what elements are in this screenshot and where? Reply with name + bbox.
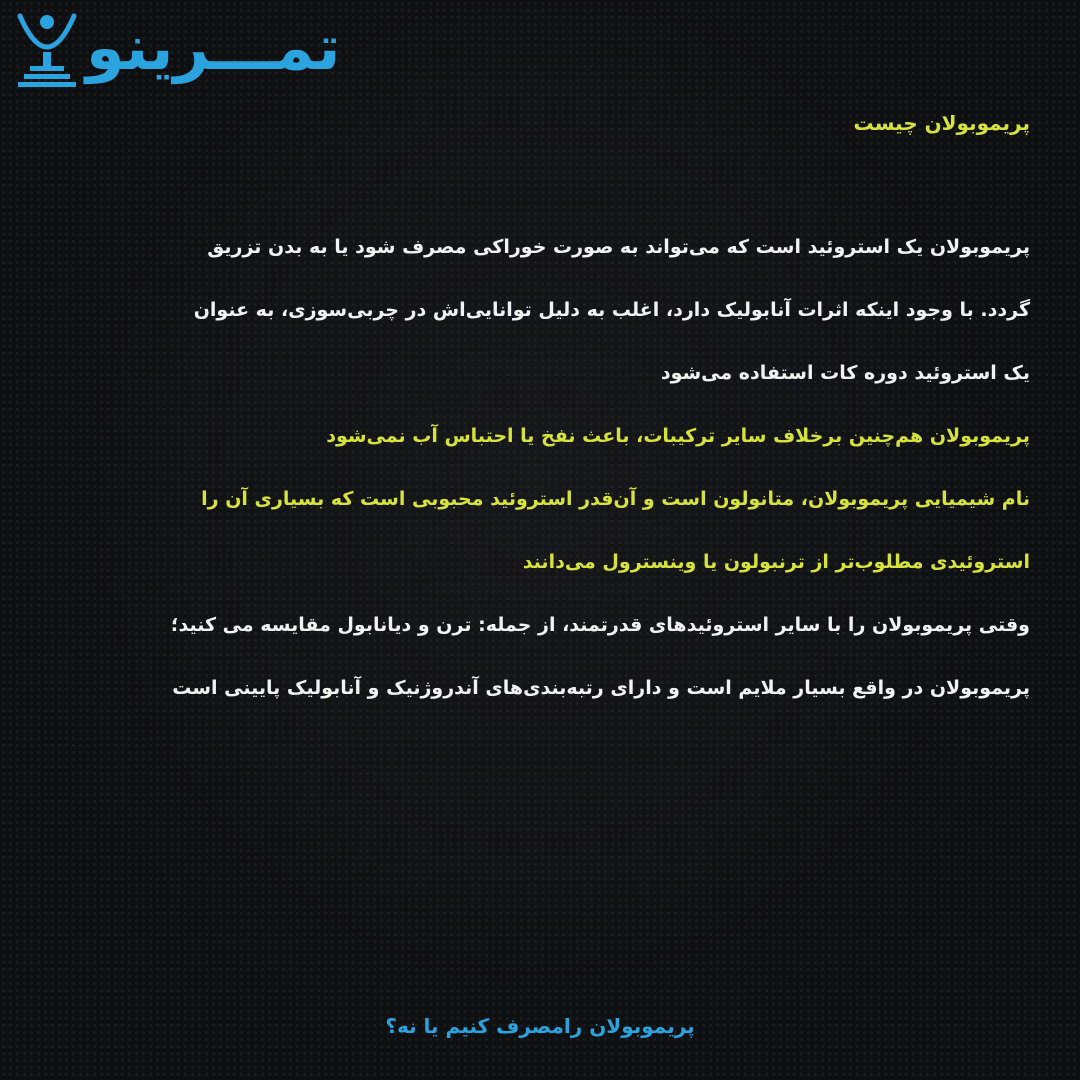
paragraph-line: گردد. با وجود اینکه اثرات آنابولیک دارد، اغلب به دلیل توانایی‌اش در چربی‌سوزی، به عنوان — [193, 299, 1030, 321]
paragraph-line: یک استروئید دوره کات استفاده می‌شود — [660, 362, 1030, 384]
paragraph-line: وقتی پریموبولان را با سایر استروئیدهای قدرتمند، از جمله: ترن و دیانابول مقایسه می کنید؛ — [170, 614, 1030, 636]
highlight-line: استروئیدی مطلوب‌تر از ترنبولون یا وینسترول می‌دانند — [522, 551, 1030, 573]
paragraph-line: پریموبولان یک استروئید است که می‌تواند به صورت خوراکی مصرف شود یا به بدن تزریق — [207, 236, 1030, 258]
article-heading: پریموبولان چیست — [853, 111, 1030, 135]
highlight-line: نام شیمیایی پریموبولان، متانولون است و آن‌قدر استروئید محبوبی است که بسیاری آن را — [201, 488, 1030, 510]
paragraph-line: پریموبولان در واقع بسیار ملایم است و دارای رتبه‌بندی‌های آندروژنیک و آنابولیک پایینی است — [172, 677, 1030, 699]
trophy-icon — [12, 8, 82, 88]
footer-title: پریموبولان رامصرف کنیم یا نه؟ — [385, 1014, 695, 1038]
brand-logo — [12, 8, 442, 88]
logo-wordmark: تمـــرینو — [86, 11, 341, 84]
article-body — [40, 92, 1030, 720]
highlight-line: پریموبولان هم‌چنین برخلاف سایر ترکیبات، باعث نفخ یا احتباس آب نمی‌شود — [326, 425, 1030, 447]
